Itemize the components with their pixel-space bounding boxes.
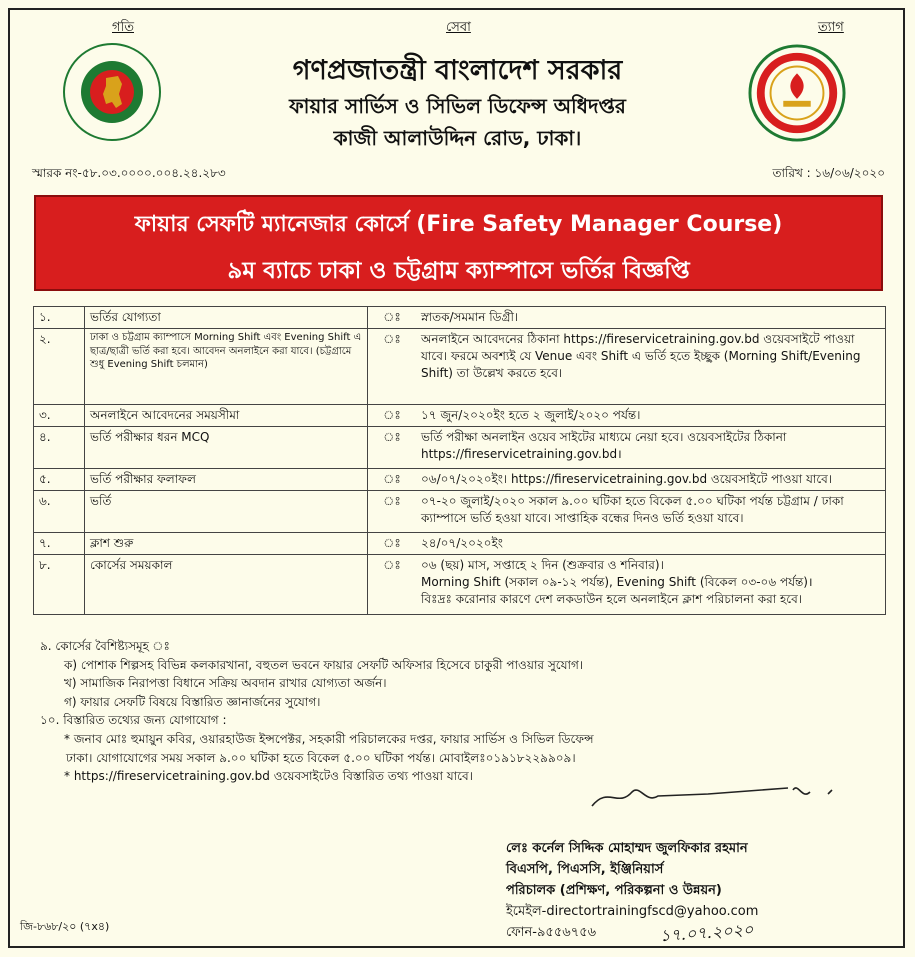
contact-person: * জনাব মোঃ হুমায়ুন কবির, ওয়ারহাউজ ইন্সপেক্টর, সহকারী পরিচালকের দপ্তর, ফায়ার সার্ভিস ও সিভিল ডিফেন্স	[64, 731, 594, 746]
row-label: ভর্তির যোগ্যতা	[85, 307, 368, 329]
row-label: ভর্তি পরীক্ষার ফলাফল	[85, 469, 368, 491]
row-number: ৩.	[34, 405, 85, 427]
motto-left: গতি	[112, 20, 134, 35]
row-label: ক্লাশ শুরু	[85, 533, 368, 555]
row-number: ৬.	[34, 491, 85, 533]
admission-info-table	[33, 306, 886, 615]
signer-titles: বিএসপি, পিএসসি, ইঞ্জিনিয়ার্স	[506, 862, 664, 878]
row-separator: ঃ	[368, 533, 417, 555]
notice-date: তারিখ : ১৬/০৬/২০২০	[772, 166, 885, 180]
features-section	[40, 637, 880, 786]
row-label: কোর্সের সময়কাল	[85, 555, 368, 615]
signer-email: ইমেইল-directortrainingfscd@yahoo.com	[506, 904, 759, 920]
signer-phone: ফোন-৯৫৫৬৭৫৬	[506, 925, 597, 941]
table-row	[34, 491, 886, 533]
row-label: ভর্তি	[85, 491, 368, 533]
row-number: ৭.	[34, 533, 85, 555]
row-label: অনলাইনে আবেদনের সময়সীমা	[85, 405, 368, 427]
row-value	[416, 555, 886, 615]
table-row	[34, 329, 886, 405]
table-row	[34, 555, 886, 615]
footer-code: জি-৮৬৮/২০ (৭x৪)	[20, 920, 110, 933]
banner-line-2: ৯ম ব্যাচে ঢাকা ও চট্টগ্রাম ক্যাম্পাসে ভর্তির বিজ্ঞপ্তি	[227, 258, 690, 284]
table-row	[34, 405, 886, 427]
row-value: অনলাইনে আবেদনের ঠিকানা https://fireservicetraining.gov.bd ওয়েবসাইটে পাওয়া যাবে। ফরমে অবশ্যই যে Venue এবং Shift এ ভর্তি হতে ইচ্ছুক (Morning Shift/Evening Shift) তা উল্লেখ করতে হবে।	[416, 329, 886, 405]
handwritten-date: ১৭.০৭.২০২০	[659, 919, 754, 946]
row-value: ২৪/০৭/২০২০ইং	[416, 533, 886, 555]
row-separator: ঃ	[368, 469, 417, 491]
signature-mark	[588, 778, 848, 818]
row-value: ভর্তি পরীক্ষা অনলাইন ওয়েব সাইটের মাধ্যমে নেয়া হবে। ওয়েবসাইটের ঠিকানা https://fireservicetraining.gov.bd।	[416, 427, 886, 469]
row-number: ১.	[34, 307, 85, 329]
list-item: ক) পোশাক শিল্পসহ বিভিন্ন কলকারখানা, বহুতল ভবনে ফায়ার সেফটি অফিসার হিসেবে চাকুরী পাওয়ার সুযোগ।	[64, 657, 584, 672]
course-duration: ০৬ (ছয়) মাস, সপ্তাহে ২ দিন (শুক্রবার ও শনিবার)।	[421, 558, 664, 572]
contact-website: * https://fireservicetraining.gov.bd ওয়েবসাইটেও বিস্তারিত তথ্য পাওয়া যাবে।	[64, 769, 473, 784]
government-title: গণপ্রজাতন্ত্রী বাংলাদেশ সরকার	[292, 55, 623, 86]
motto-center: সেবা	[446, 20, 471, 35]
row-number: ৪.	[34, 427, 85, 469]
department-title: ফায়ার সার্ভিস ও সিভিল ডিফেন্স অধিদপ্তর	[289, 94, 626, 118]
row-value: স্নাতক/সমমান ডিগ্রী।	[416, 307, 886, 329]
row-label: ঢাকা ও চট্টগ্রাম ক্যাম্পাসে Morning Shift এবং Evening Shift এ ছাত্র/ছাত্রী ভর্তি করা হবে। আবেদন অনলাইনে করা যাবে। (চট্টগ্রামে শুধু Evening Shift চলমান)	[85, 329, 368, 405]
row-separator: ঃ	[368, 405, 417, 427]
address: কাজী আলাউদ্দিন রোড, ঢাকা।	[333, 126, 582, 150]
features-title: ৯. কোর্সের বৈশিষ্ট্যসমূহ ঃ	[40, 639, 170, 653]
row-value: ১৭ জুন/২০২০ইং হতে ২ জুলাই/২০২০ পর্যন্ত।	[416, 405, 886, 427]
table-row	[34, 533, 886, 555]
row-separator: ঃ	[368, 491, 417, 533]
signer-name: লেঃ কর্নেল সিদ্দিক মোহাম্মদ জুলফিকার রহমান	[506, 841, 748, 856]
table-row	[34, 307, 886, 329]
row-number: ২.	[34, 329, 85, 405]
list-item: খ) সামাজিক নিরাপত্তা বিধানে সক্রিয় অবদান রাখার যোগ্যতা অর্জন।	[64, 676, 387, 691]
row-label: ভর্তি পরীক্ষার ধরন MCQ	[85, 427, 368, 469]
row-separator: ঃ	[368, 427, 417, 469]
course-note: বিঃদ্রঃ করোনার কারণে দেশ লকডাউন হলে অনলাইনে ক্লাশ পরিচালনা করা হবে।	[421, 591, 803, 606]
motto-right: ত্যাগ	[818, 20, 844, 35]
list-item: গ) ফায়ার সেফটি বিষয়ে বিস্তারিত জ্ঞানার্জনের সুযোগ।	[64, 694, 321, 709]
row-number: ৮.	[34, 555, 85, 615]
course-shifts: Morning Shift (সকাল ০৯-১২ পর্যন্ত), Evening Shift (বিকেল ০৩-০৬ পর্যন্ত)।	[421, 574, 813, 589]
contact-hours: ঢাকা। যোগাযোগের সময় সকাল ৯.০০ ঘটিকা হতে বিকেল ৫.০০ ঘটিকা পর্যন্ত। মোবাইলঃ০১৯১৮২২৯৯০৯।	[66, 750, 576, 765]
row-separator: ঃ	[368, 307, 417, 329]
row-value: ০৭-২০ জুলাই/২০২০ সকাল ৯.০০ ঘটিকা হতে বিকেল ৫.০০ ঘটিকা পর্যন্ত চট্টগ্রাম / ঢাকা ক্যাম্পাসে ভর্তি হওয়া যাবে। সাপ্তাহিক বন্ধের দিনও ভর্তি হওয়া যাবে।	[416, 491, 886, 533]
banner-line-1: ফায়ার সেফটি ম্যানেজার কোর্সে (Fire Safety Manager Course)	[134, 212, 783, 237]
row-number: ৫.	[34, 469, 85, 491]
table-row	[34, 427, 886, 469]
memo-number: স্মারক নং-৫৮.০৩.০০০০.০০৪.২৪.২৮৩	[32, 166, 226, 180]
table-row	[34, 469, 886, 491]
signer-position: পরিচালক (প্রশিক্ষণ, পরিকল্পনা ও উন্নয়ন)	[506, 883, 722, 899]
row-value: ০৬/০৭/২০২০ইং। https://fireservicetraining.gov.bd ওয়েবসাইটে পাওয়া যাবে।	[416, 469, 886, 491]
row-separator: ঃ	[368, 329, 417, 405]
contact-title: ১০. বিস্তারিত তথ্যের জন্য যোগাযোগ :	[40, 713, 227, 728]
row-separator: ঃ	[368, 555, 417, 615]
course-banner	[34, 195, 883, 291]
